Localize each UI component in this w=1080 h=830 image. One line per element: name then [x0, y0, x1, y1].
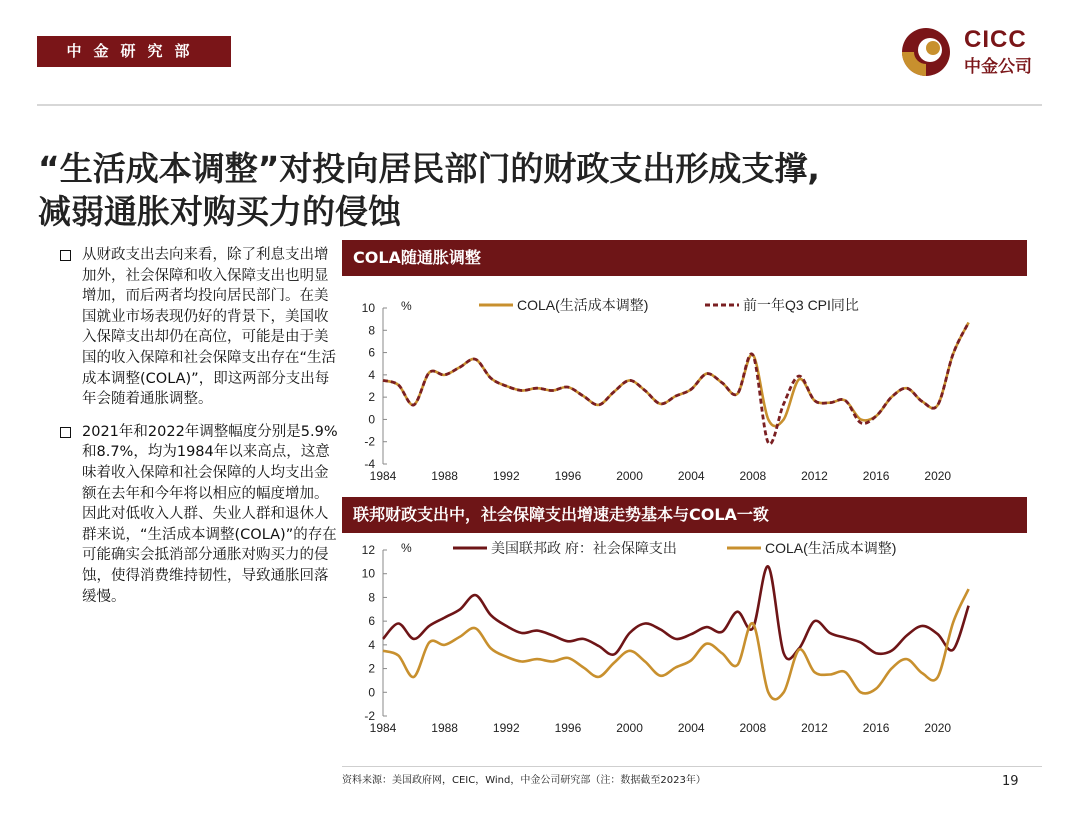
source-note: 资料来源：美国政府网，CEIC，Wind，中金公司研究部（注：数据截至2023年） [342, 775, 706, 786]
x-tick-label: 2004 [677, 721, 705, 735]
x-tick-label: 1996 [554, 469, 582, 483]
slide-title [38, 147, 1048, 233]
y-tick-label: 12 [361, 543, 375, 557]
y-tick-label: 8 [368, 590, 375, 605]
x-tick-label: 2008 [739, 721, 767, 735]
bullet-text: 从财政支出去向来看，除了利息支出增加外，社会保障和收入保障支出也明显增加，而后两者均投向居民部门。在美国就业市场表现仍好的背景下，美国收入保障支出却仍在高位，可能是由于美国的收入保障和社会保障支出存在“生活成本调整(COLA)”，即这两部分支出每年会随着通胀调整。 [82, 247, 337, 408]
chart-2-svg [342, 535, 1032, 750]
y-tick-label: 10 [361, 566, 375, 581]
x-tick-label: 2020 [924, 469, 952, 483]
x-tick-label: 2000 [616, 469, 643, 483]
series-line-1 [383, 566, 969, 659]
x-tick-label: 1984 [369, 469, 397, 483]
x-tick-label: 1988 [431, 721, 458, 735]
unit-label: % [401, 541, 412, 555]
x-tick-label: 2000 [616, 721, 643, 735]
logo-text-en: CICC [964, 26, 1027, 53]
legend-label-2: 前一年Q3 CPI同比 [743, 297, 859, 313]
y-tick-label: 8 [368, 323, 375, 338]
x-tick-label: 2016 [862, 469, 890, 483]
x-tick-label: 2020 [924, 721, 952, 735]
x-tick-label: 1988 [431, 469, 458, 483]
x-tick-label: 1996 [554, 721, 582, 735]
legend-label-1: 美国联邦政 府：社会保障支出 [491, 540, 677, 556]
y-tick-label: 6 [368, 345, 375, 360]
slide-title-line-2: 减弱通胀对购买力的侵蚀 [38, 192, 401, 231]
y-tick-label: -2 [364, 434, 375, 449]
x-tick-label: 2004 [677, 469, 705, 483]
y-tick-label: 4 [368, 367, 375, 382]
bullet-item [60, 422, 338, 607]
slide-title-line-1: “生活成本调整”对投向居民部门的财政支出形成支撑, [38, 149, 820, 188]
x-tick-label: 2016 [862, 721, 890, 735]
x-tick-label: 2012 [801, 469, 828, 483]
chart-1 [342, 280, 1032, 499]
cicc-logo-mark [900, 26, 956, 78]
y-tick-label: -4 [364, 457, 375, 471]
y-tick-label: -2 [364, 709, 375, 723]
chart-2 [342, 535, 1032, 754]
header-divider [37, 104, 1042, 106]
logo-text-cn: 中金公司 [964, 57, 1032, 77]
unit-label: % [401, 299, 412, 313]
bullet-square-icon [60, 250, 71, 261]
chart-2-title: 联邦财政支出中，社会保障支出增速走势基本与COLA一致 [342, 497, 1027, 533]
y-tick-label: 2 [368, 661, 375, 676]
cicc-logo [900, 24, 1050, 80]
chart-1-svg [342, 280, 1032, 495]
department-tag: 中金研究部 [37, 36, 231, 67]
x-tick-label: 1984 [369, 721, 397, 735]
chart-1-title: COLA随通胀调整 [342, 240, 1027, 276]
page-number: 19 [1002, 774, 1019, 789]
y-tick-label: 2 [368, 390, 375, 405]
y-tick-label: 10 [361, 301, 375, 315]
y-tick-label: 0 [368, 685, 375, 700]
legend-label-2: COLA(生活成本调整) [765, 540, 897, 556]
series-line-2 [383, 323, 969, 445]
bullet-text: 2021年和2022年调整幅度分别是5.9%和8.7%，均为1984年以来高点，这意味着收入保障和社会保障的人均支出金额在去年和今年将以相应的幅度增加。因此对低收入人群、失业人群和退休人群来说，“生活成本调整(COLA)”的存在可能确实会抵消部分通胀对购买力的侵蚀，使得消费维持韧性，导致通胀回落缓慢。 [82, 423, 338, 605]
series-line-2 [383, 589, 969, 699]
bullet-item [60, 245, 338, 410]
x-tick-label: 1992 [492, 469, 520, 483]
bullet-list [60, 245, 338, 607]
x-tick-label: 2012 [801, 721, 828, 735]
y-tick-label: 4 [368, 637, 375, 652]
x-tick-label: 1992 [492, 721, 520, 735]
y-tick-label: 6 [368, 614, 375, 629]
y-tick-label: 0 [368, 412, 375, 427]
footer-divider [342, 766, 1042, 767]
legend-label-1: COLA(生活成本调整) [517, 297, 649, 313]
bullet-square-icon [60, 427, 71, 438]
x-tick-label: 2008 [739, 469, 767, 483]
